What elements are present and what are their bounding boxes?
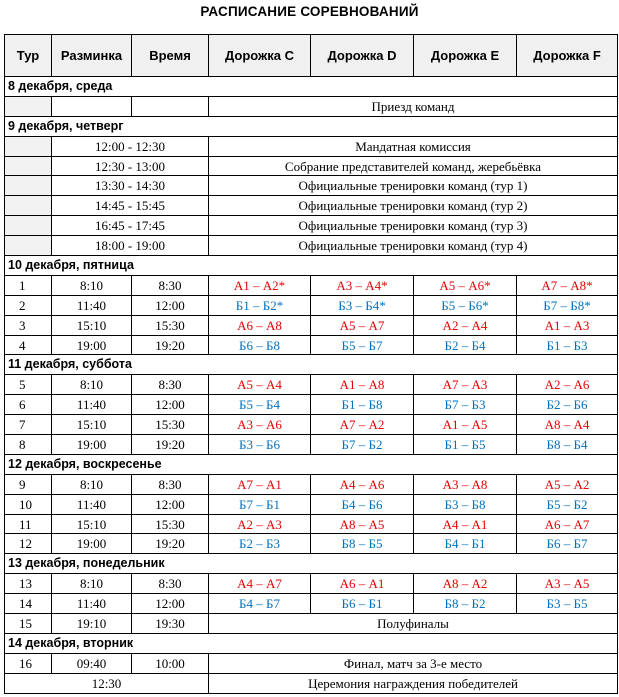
day-row bbox=[5, 77, 618, 97]
lane-d-match: А4 – А6 bbox=[311, 474, 414, 494]
warmup-time: 8:10 bbox=[52, 275, 132, 295]
tour-number: 12 bbox=[5, 534, 52, 554]
lane-f-match: А3 – А5 bbox=[517, 574, 618, 594]
match-row bbox=[5, 435, 618, 455]
lane-e-match: Б4 – Б1 bbox=[414, 534, 517, 554]
event-description: Официальные тренировки команд (тур 2) bbox=[209, 196, 618, 216]
lane-c-match: Б3 – Б6 bbox=[209, 435, 311, 455]
day-label: 13 декабря, понедельник bbox=[5, 554, 618, 574]
event-time: 12:30 bbox=[5, 673, 209, 693]
lane-e-match: Б2 – Б4 bbox=[414, 335, 517, 355]
event-description: Финал, матч за 3-е место bbox=[209, 653, 618, 673]
event-row bbox=[5, 176, 618, 196]
warmup-time: 19:00 bbox=[52, 534, 132, 554]
start-time bbox=[132, 96, 209, 116]
lane-d-match: А8 – А5 bbox=[311, 514, 414, 534]
lane-d-match: Б7 – Б2 bbox=[311, 435, 414, 455]
event-row bbox=[5, 614, 618, 634]
col-header-lane-e: Дорожка E bbox=[414, 35, 517, 77]
day-label: 12 декабря, воскресенье bbox=[5, 454, 618, 474]
schedule-table bbox=[4, 34, 618, 694]
event-row bbox=[5, 96, 618, 116]
header-row bbox=[5, 35, 618, 77]
day-label: 9 декабря, четверг bbox=[5, 116, 618, 136]
lane-f-match: Б8 – Б4 bbox=[517, 435, 618, 455]
match-row bbox=[5, 474, 618, 494]
lane-d-match: Б3 – Б4* bbox=[311, 295, 414, 315]
tour-number: 2 bbox=[5, 295, 52, 315]
event-description: Официальные тренировки команд (тур 4) bbox=[209, 236, 618, 256]
warmup-time: 15:10 bbox=[52, 315, 132, 335]
event-row bbox=[5, 156, 618, 176]
lane-f-match: А1 – А3 bbox=[517, 315, 618, 335]
lane-c-match: Б2 – Б3 bbox=[209, 534, 311, 554]
event-description: Официальные тренировки команд (тур 1) bbox=[209, 176, 618, 196]
tour-number: 16 bbox=[5, 653, 52, 673]
day-row bbox=[5, 633, 618, 653]
start-time: 12:00 bbox=[132, 494, 209, 514]
day-label: 8 декабря, среда bbox=[5, 77, 618, 97]
page-title: РАСПИСАНИЕ СОРЕВНОВАНИЙ bbox=[200, 4, 419, 19]
lane-f-match: А2 – А6 bbox=[517, 375, 618, 395]
event-time: 13:30 - 14:30 bbox=[52, 176, 209, 196]
event-row bbox=[5, 236, 618, 256]
warmup-time: 19:00 bbox=[52, 335, 132, 355]
lane-c-match: А4 – А7 bbox=[209, 574, 311, 594]
lane-c-match: А3 – А6 bbox=[209, 415, 311, 435]
lane-f-match: Б2 – Б6 bbox=[517, 395, 618, 415]
col-header-lane-f: Дорожка F bbox=[517, 35, 618, 77]
lane-e-match: Б8 – Б2 bbox=[414, 594, 517, 614]
tour-number bbox=[5, 96, 52, 116]
event-time: 16:45 - 17:45 bbox=[52, 216, 209, 236]
lane-d-match: Б4 – Б6 bbox=[311, 494, 414, 514]
tour-number bbox=[5, 196, 52, 216]
warmup-time: 11:40 bbox=[52, 395, 132, 415]
warmup-time: 11:40 bbox=[52, 295, 132, 315]
match-row bbox=[5, 315, 618, 335]
lane-d-match: А1 – А8 bbox=[311, 375, 414, 395]
tour-number: 13 bbox=[5, 574, 52, 594]
lane-e-match: Б7 – Б3 bbox=[414, 395, 517, 415]
warmup-time: 19:00 bbox=[52, 435, 132, 455]
tour-number bbox=[5, 176, 52, 196]
start-time: 8:30 bbox=[132, 574, 209, 594]
tour-number: 7 bbox=[5, 415, 52, 435]
tour-number: 6 bbox=[5, 395, 52, 415]
lane-c-match: А1 – А2* bbox=[209, 275, 311, 295]
col-header-time: Время bbox=[132, 35, 209, 77]
match-row bbox=[5, 395, 618, 415]
match-row bbox=[5, 375, 618, 395]
match-row bbox=[5, 574, 618, 594]
day-row bbox=[5, 355, 618, 375]
day-label: 11 декабря, суббота bbox=[5, 355, 618, 375]
tour-number: 14 bbox=[5, 594, 52, 614]
day-label: 14 декабря, вторник bbox=[5, 633, 618, 653]
lane-c-match: А6 – А8 bbox=[209, 315, 311, 335]
match-row bbox=[5, 594, 618, 614]
lane-f-match: Б1 – Б3 bbox=[517, 335, 618, 355]
match-row bbox=[5, 494, 618, 514]
start-time: 12:00 bbox=[132, 594, 209, 614]
tour-number: 5 bbox=[5, 375, 52, 395]
tour-number: 1 bbox=[5, 275, 52, 295]
lane-c-match: Б5 – Б4 bbox=[209, 395, 311, 415]
lane-d-match: Б1 – Б8 bbox=[311, 395, 414, 415]
schedule-body bbox=[5, 77, 618, 694]
lane-d-match: Б8 – Б5 bbox=[311, 534, 414, 554]
tour-number: 3 bbox=[5, 315, 52, 335]
match-row bbox=[5, 514, 618, 534]
match-row bbox=[5, 295, 618, 315]
match-row bbox=[5, 335, 618, 355]
start-time: 15:30 bbox=[132, 514, 209, 534]
warmup-time: 19:10 bbox=[52, 614, 132, 634]
warmup-time: 15:10 bbox=[52, 514, 132, 534]
event-row bbox=[5, 136, 618, 156]
tour-number: 10 bbox=[5, 494, 52, 514]
lane-c-match: Б1 – Б2* bbox=[209, 295, 311, 315]
tour-number: 11 bbox=[5, 514, 52, 534]
event-time: 14:45 - 15:45 bbox=[52, 196, 209, 216]
day-row bbox=[5, 256, 618, 276]
event-description: Полуфиналы bbox=[209, 614, 618, 634]
tour-number: 4 bbox=[5, 335, 52, 355]
start-time: 12:00 bbox=[132, 395, 209, 415]
lane-e-match: А7 – А3 bbox=[414, 375, 517, 395]
lane-c-match: Б7 – Б1 bbox=[209, 494, 311, 514]
warmup-time: 11:40 bbox=[52, 494, 132, 514]
lane-d-match: А5 – А7 bbox=[311, 315, 414, 335]
event-row bbox=[5, 653, 618, 673]
start-time: 19:20 bbox=[132, 534, 209, 554]
lane-f-match: А8 – А4 bbox=[517, 415, 618, 435]
event-time: 12:00 - 12:30 bbox=[52, 136, 209, 156]
tour-number: 15 bbox=[5, 614, 52, 634]
start-time: 8:30 bbox=[132, 375, 209, 395]
start-time: 19:20 bbox=[132, 335, 209, 355]
lane-e-match: А3 – А8 bbox=[414, 474, 517, 494]
tour-number: 8 bbox=[5, 435, 52, 455]
tour-number bbox=[5, 236, 52, 256]
lane-e-match: А1 – А5 bbox=[414, 415, 517, 435]
lane-e-match: Б5 – Б6* bbox=[414, 295, 517, 315]
event-description: Мандатная комиссия bbox=[209, 136, 618, 156]
lane-f-match: А6 – А7 bbox=[517, 514, 618, 534]
match-row bbox=[5, 534, 618, 554]
day-label: 10 декабря, пятница bbox=[5, 256, 618, 276]
lane-d-match: А7 – А2 bbox=[311, 415, 414, 435]
start-time: 19:20 bbox=[132, 435, 209, 455]
lane-d-match: А3 – А4* bbox=[311, 275, 414, 295]
start-time: 8:30 bbox=[132, 474, 209, 494]
start-time: 15:30 bbox=[132, 315, 209, 335]
col-header-lane-c: Дорожка C bbox=[209, 35, 311, 77]
warmup-time: 15:10 bbox=[52, 415, 132, 435]
lane-d-match: Б6 – Б1 bbox=[311, 594, 414, 614]
tour-number bbox=[5, 136, 52, 156]
lane-c-match: Б4 – Б7 bbox=[209, 594, 311, 614]
lane-f-match: Б3 – Б5 bbox=[517, 594, 618, 614]
lane-e-match: А8 – А2 bbox=[414, 574, 517, 594]
event-time: 12:30 - 13:00 bbox=[52, 156, 209, 176]
col-header-tour: Тур bbox=[5, 35, 52, 77]
col-header-warmup: Разминка bbox=[52, 35, 132, 77]
warmup-time: 09:40 bbox=[52, 653, 132, 673]
lane-c-match: Б6 – Б8 bbox=[209, 335, 311, 355]
tour-number bbox=[5, 216, 52, 236]
event-description: Собрание представителей команд, жеребьёвка bbox=[209, 156, 618, 176]
event-description: Приезд команд bbox=[209, 96, 618, 116]
start-time: 12:00 bbox=[132, 295, 209, 315]
lane-f-match: А7 – А8* bbox=[517, 275, 618, 295]
event-description: Церемония награждения победителей bbox=[209, 673, 618, 693]
lane-e-match: А2 – А4 bbox=[414, 315, 517, 335]
lane-c-match: А7 – А1 bbox=[209, 474, 311, 494]
lane-c-match: А2 – А3 bbox=[209, 514, 311, 534]
warmup-time: 8:10 bbox=[52, 375, 132, 395]
match-row bbox=[5, 415, 618, 435]
event-description: Официальные тренировки команд (тур 3) bbox=[209, 216, 618, 236]
lane-e-match: Б3 – Б8 bbox=[414, 494, 517, 514]
event-row bbox=[5, 673, 618, 693]
lane-e-match: Б1 – Б5 bbox=[414, 435, 517, 455]
lane-f-match: А5 – А2 bbox=[517, 474, 618, 494]
tour-number: 9 bbox=[5, 474, 52, 494]
lane-d-match: Б5 – Б7 bbox=[311, 335, 414, 355]
lane-f-match: Б6 – Б7 bbox=[517, 534, 618, 554]
lane-e-match: А4 – А1 bbox=[414, 514, 517, 534]
lane-e-match: А5 – А6* bbox=[414, 275, 517, 295]
lane-c-match: А5 – А4 bbox=[209, 375, 311, 395]
match-row bbox=[5, 275, 618, 295]
warmup-time: 8:10 bbox=[52, 474, 132, 494]
warmup-time bbox=[52, 96, 132, 116]
event-row bbox=[5, 196, 618, 216]
tour-number bbox=[5, 156, 52, 176]
lane-f-match: Б7 – Б8* bbox=[517, 295, 618, 315]
start-time: 10:00 bbox=[132, 653, 209, 673]
start-time: 15:30 bbox=[132, 415, 209, 435]
start-time: 8:30 bbox=[132, 275, 209, 295]
lane-d-match: А6 – А1 bbox=[311, 574, 414, 594]
lane-f-match: Б5 – Б2 bbox=[517, 494, 618, 514]
warmup-time: 11:40 bbox=[52, 594, 132, 614]
day-row bbox=[5, 554, 618, 574]
event-row bbox=[5, 216, 618, 236]
day-row bbox=[5, 116, 618, 136]
start-time: 19:30 bbox=[132, 614, 209, 634]
day-row bbox=[5, 454, 618, 474]
event-time: 18:00 - 19:00 bbox=[52, 236, 209, 256]
warmup-time: 8:10 bbox=[52, 574, 132, 594]
col-header-lane-d: Дорожка D bbox=[311, 35, 414, 77]
